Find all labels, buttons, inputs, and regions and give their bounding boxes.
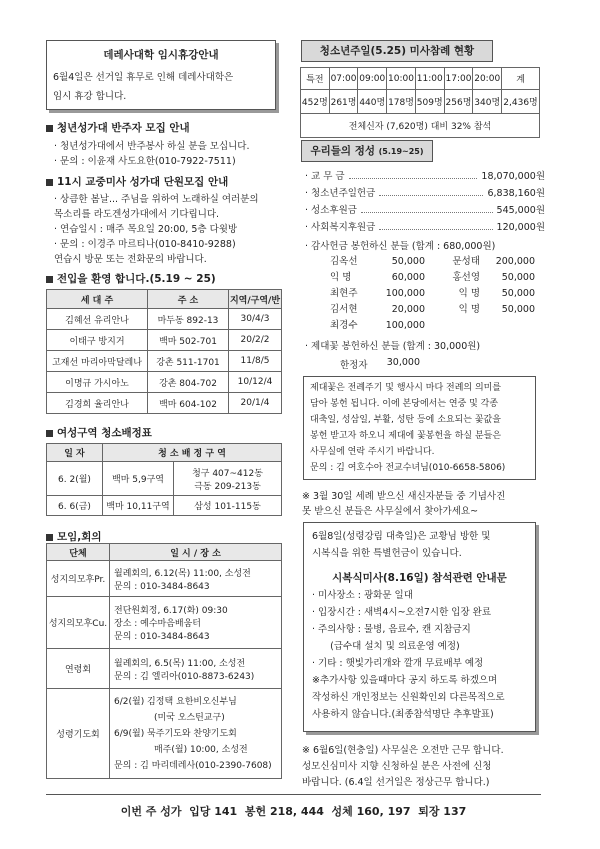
welcome-title: 전입을 환영 합니다.(5.19 ~ 25): [46, 271, 216, 286]
list-item: 사용하지 않습니다.(최종참석명단 추후발표): [312, 709, 494, 720]
cell-line: 극동 209-213동: [194, 481, 261, 492]
pentecost-subtitle: 시복식미사(8.16일) 참석관련 안내문: [332, 572, 507, 584]
list-item: · 기타 : 햇빛가리개와 깔개 무료배부 예정: [312, 658, 484, 669]
notice-line: 담아 봉헌 됩니다. 이에 본당에서는 연중 및 각종: [310, 399, 499, 409]
offerings-title: 우리들의 정성 (5.19~25): [301, 140, 433, 162]
youth-choir-line: · 문의 : 이윤재 사도요한(010-7922-7511): [54, 156, 236, 167]
cell-line: 문의 : 010-3484-8643: [114, 632, 210, 642]
baptism-line: ※ 3월 30일 세례 받으신 새신자분들 중 기념사진: [302, 491, 506, 502]
cell: 성지의모후Pr.: [47, 561, 110, 597]
list-item: · 입장시간 : 새벽4시~오전7시한 입장 완료: [312, 607, 492, 618]
mass-choir-line: · 연습일시 : 매주 목요일 20:00, 5층 다윗방: [54, 224, 238, 235]
cell: 20/2/2: [229, 330, 282, 351]
list-item: 작성하신 개인정보는 신원확인외 다른목적으로: [312, 692, 505, 703]
cell: [174, 462, 282, 496]
cell: 20:00: [473, 68, 502, 90]
cell-line: 문의 : 김 엘리아(010-8873-6243): [114, 671, 255, 682]
list-item: ※추가사항 있을때마다 공지 하도록 하겠으며: [312, 675, 498, 686]
meetings-title: 모임,회의: [46, 529, 102, 544]
cell: 509명: [415, 90, 444, 114]
list-item: (급수대 설치 및 의료운영 예정): [312, 641, 460, 652]
mass-choir-line: 목소리를 라도겐성가대에서 기다립니다.: [54, 209, 220, 220]
cell: 이태구 방지거: [47, 330, 148, 351]
notice-body-1: 6월4일은 선거일 휴무로 인해 데레사대학은: [53, 72, 234, 83]
table-row: [47, 597, 282, 649]
cleaning-table: [46, 443, 282, 516]
thanks-title: · 감사헌금 봉헌하신 분들 (합계 : 680,000원): [305, 241, 496, 252]
youth-mass-table: [300, 67, 540, 138]
meetings-header: 일 시 / 장 소: [110, 544, 282, 561]
cell: 09:00: [358, 68, 387, 90]
footer-rule: [46, 794, 541, 795]
offering-row: · 청소년주일헌금 6,838,160원: [305, 185, 545, 199]
flower-item: 한정자 30,000: [340, 357, 420, 371]
cell-line: 청구 407~412동: [192, 468, 263, 479]
table-row: [301, 90, 540, 114]
footer-hymns: 이번 주 성가 입당 141 봉헌 218, 444 성체 160, 197 퇴장 137: [120, 805, 467, 818]
cell-line: 월례회의, 6.12(목) 11:00, 소성전: [114, 568, 251, 579]
cell: 178명: [387, 90, 416, 114]
cell: 김혜선 유리안나: [47, 309, 148, 330]
youth-mass-title: 청소년주일(5.25) 미사참례 현황: [301, 40, 493, 62]
cell: 07:00: [329, 68, 358, 90]
cell: 30/4/3: [229, 309, 282, 330]
cleaning-header: 일 자: [47, 444, 103, 462]
cell: 17:00: [444, 68, 473, 90]
notice-line: 사무실에 연락 주시기 바랍니다.: [310, 447, 435, 457]
table-row: [47, 561, 282, 597]
cell: 계: [502, 68, 540, 90]
cell-line: 매주(월) 10:00, 소성전: [154, 744, 248, 755]
cell: 10/12/4: [229, 372, 282, 393]
cell: 261명: [329, 90, 358, 114]
pentecost-line: 시복식을 위한 특별헌금이 있습니다.: [312, 548, 462, 559]
cell-line: 문의 : 김 마리데레사(010-2390-7608): [114, 760, 272, 771]
notice-line: 제대꽃은 전례주기 및 행사시 마다 전례의 의미를: [310, 383, 502, 393]
table-row: [47, 372, 282, 393]
bullet-square-icon: [46, 276, 53, 283]
cleaning-title: 여성구역 청소배정표: [46, 425, 152, 440]
cell: 고재선 마리아막달레나: [47, 351, 148, 372]
cell-line: 문의 : 010-3484-8643: [114, 581, 210, 592]
list-item: 최경수 100,000: [330, 320, 425, 331]
table-row: [47, 462, 282, 496]
cell: 김경희 율리안나: [47, 393, 148, 414]
cell: 전체신자 (7,620명) 대비 32% 참석: [301, 114, 540, 138]
thanks-list: [330, 254, 540, 334]
cell-line: 6/2(월) 김정택 요한비오신부님: [114, 696, 237, 707]
cell-line: 전단원회정, 6.17(화) 09:30: [114, 606, 228, 616]
cell: 강촌 511-1701: [148, 351, 229, 372]
list-item: 김서현 20,000 익 명 50,000: [330, 304, 535, 315]
cell: 6. 6(금): [47, 496, 103, 516]
table-row: [47, 689, 282, 779]
mass-choir-line: 연습시 방문 또는 전화문의 바랍니다.: [54, 254, 207, 265]
office-line: ※ 6월6일(현충일) 사무실은 오전만 근무 합니다.: [302, 745, 504, 756]
flower-notice-box: [303, 376, 536, 480]
table-row: [47, 649, 282, 689]
office-line: 바랍니다. (6.4일 선거일은 정상근무 합니다.): [302, 777, 490, 788]
notice-line: 대축일, 성삼일, 부활, 성탄 등에 소요되는 꽃값을: [310, 415, 501, 425]
welcome-header: 지역/구역/반: [229, 290, 282, 309]
cell: 6. 2(월): [47, 462, 103, 496]
cell-line: 6/9(월) 묵주기도와 찬양기도회: [114, 728, 237, 739]
bullet-square-icon: [46, 430, 53, 437]
meetings-table: [46, 543, 282, 779]
cell-line: (미국 오스틴교구): [154, 712, 225, 723]
list-item: · 주의사항 : 물병, 음료수, 캔 지참금지: [312, 624, 471, 635]
office-line: 성모신심미사 지향 신청하실 분은 사전에 신청: [302, 761, 492, 772]
cell: 11/8/5: [229, 351, 282, 372]
pentecost-line: 6월8일(성령강림 대축일)은 교황님 방한 및: [312, 531, 491, 542]
cell: 백마 5,9구역: [103, 462, 174, 496]
flower-title: · 제대꽃 봉헌하신 분들 (합계 : 30,000원): [305, 341, 481, 352]
cell: 452명: [301, 90, 330, 114]
notice-title: 데레사대학 임시휴강안내: [103, 49, 219, 61]
bullet-square-icon: [46, 179, 53, 186]
cell: 강촌 804-702: [148, 372, 229, 393]
welcome-header: 주 소: [148, 290, 229, 309]
cell: 성령기도회: [47, 689, 110, 779]
cell: 백마 502-701: [148, 330, 229, 351]
list-item: 김옥선 50,000 문성태 200,000: [330, 256, 535, 267]
cell: 256명: [444, 90, 473, 114]
cell: 340명: [473, 90, 502, 114]
cell: 삼성 101-115동: [174, 496, 282, 516]
table-row: [47, 393, 282, 414]
table-row: [47, 351, 282, 372]
cell-line: 월례회의, 6.5(목) 11:00, 소성전: [114, 658, 246, 669]
welcome-header: 세 대 주: [47, 290, 148, 309]
cleaning-header: 청 소 배 정 구 역: [103, 444, 282, 462]
notice-line: 봉헌 받고자 하오니 제대에 꽃봉헌을 하실 분들은: [310, 431, 502, 441]
offering-row: · 성소후원금 545,000원: [305, 202, 545, 216]
bullet-square-icon: [46, 125, 53, 132]
cell: 2,436명: [502, 90, 540, 114]
cell: 백마 10,11구역: [103, 496, 174, 516]
cell: 마두동 892-13: [148, 309, 229, 330]
table-row: [47, 496, 282, 516]
cell: [110, 561, 282, 597]
cell: 연령회: [47, 649, 110, 689]
welcome-table: [46, 289, 282, 414]
cell: 성지의모후Cu.: [47, 597, 110, 649]
mass-choir-title: 11시 교중미사 성가대 단원모집 안내: [46, 174, 228, 189]
offering-row: · 사회복지후원금 120,000원: [305, 219, 545, 233]
offering-row: · 교 무 금 18,070,000원: [305, 168, 545, 182]
bullet-square-icon: [46, 534, 53, 541]
cell: 이명규 가시아노: [47, 372, 148, 393]
cell: 11:00: [415, 68, 444, 90]
mass-choir-line: · 문의 : 이경주 마르티나(010-8410-9288): [54, 239, 236, 250]
youth-choir-title: 청년성가대 반주자 모집 안내: [46, 120, 190, 135]
mass-choir-line: · 상큼한 봄날... 주님을 위하여 노래하실 여러분의: [54, 194, 259, 205]
table-row: [47, 330, 282, 351]
cell: 특전: [301, 68, 330, 90]
cell: 백마 604-102: [148, 393, 229, 414]
notice-body-2: 임시 휴강 합니다.: [53, 91, 127, 102]
cell-line: 장소 : 예수마음배움터: [114, 619, 202, 629]
list-item: · 미사장소 : 광화문 일대: [312, 590, 413, 601]
cell: 20/1/4: [229, 393, 282, 414]
pentecost-box: [303, 522, 536, 732]
list-item: 최현주 100,000 익 명 50,000: [330, 288, 535, 299]
cell: 440명: [358, 90, 387, 114]
cell: [110, 689, 282, 779]
notice-line: 문의 : 김 여호수아 전교수녀님(010-6658-5806): [310, 463, 506, 473]
cell: [110, 597, 282, 649]
table-row: [47, 309, 282, 330]
cell: 10:00: [387, 68, 416, 90]
meetings-header: 단체: [47, 544, 110, 561]
youth-choir-line: · 청년성가대에서 반주봉사 하실 분을 모십니다.: [54, 141, 250, 152]
baptism-line: 못 받으신 분들은 사무실에서 찾아가세요~: [302, 506, 479, 517]
notice-box: [46, 40, 276, 110]
cell: [110, 649, 282, 689]
list-item: 익 명 60,000 홍선영 50,000: [330, 272, 535, 283]
